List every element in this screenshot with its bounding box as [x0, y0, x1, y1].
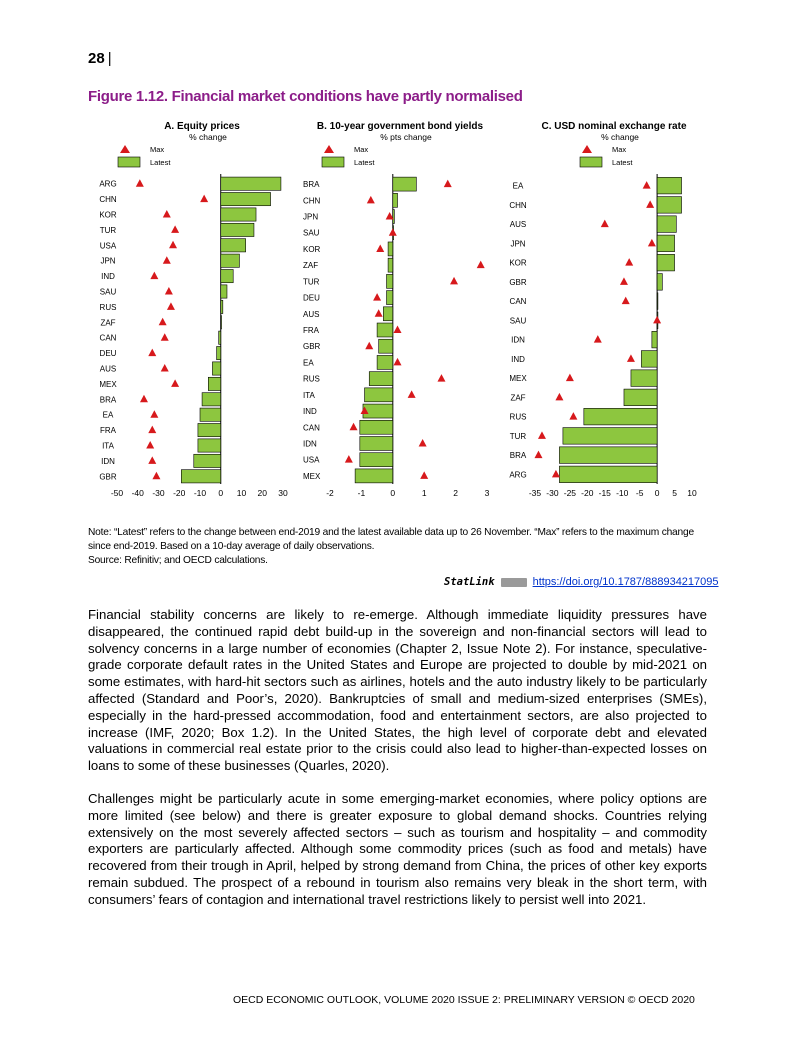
- chart-a-category-label: AUS: [99, 364, 117, 374]
- chart-a-category-label: MEX: [99, 379, 117, 389]
- chart-a-category-label: TUR: [99, 225, 117, 235]
- chart-a-tick-label: 10: [236, 488, 247, 498]
- chart-b-marker-max: [420, 471, 428, 479]
- chart-a-marker-max: [140, 395, 148, 403]
- chart-a-bar-latest: [194, 454, 221, 467]
- chart-c-category-label: ARG: [509, 470, 527, 480]
- statlink-url[interactable]: https://doi.org/10.1787/888934217095: [532, 576, 719, 588]
- chart-c-marker-max: [620, 277, 628, 285]
- chart-a-tick-label: 30: [278, 488, 288, 498]
- page-number-value: 28: [88, 50, 105, 67]
- chart-c-marker-max: [643, 181, 651, 189]
- chart-a-category-label: CHN: [99, 195, 117, 205]
- chart-a-tick-label: -20: [173, 488, 186, 498]
- chart-a-marker-max: [161, 333, 169, 341]
- chart-a-bar-latest: [198, 423, 221, 436]
- chart-b-tick-label: 0: [390, 488, 396, 498]
- chart-b-marker-max: [376, 244, 384, 252]
- chart-a-category-label: KOR: [99, 210, 117, 220]
- chart-a-tick-label: -40: [131, 488, 144, 498]
- chart-b-legend-latest-label: Latest: [354, 158, 375, 167]
- chart-a-bar-latest: [221, 239, 246, 252]
- chart-a-bar-latest: [219, 331, 221, 344]
- chart-a-marker-max: [148, 349, 156, 357]
- chart-c-marker-max: [594, 335, 602, 343]
- chart-c-tick-label: 5: [672, 488, 677, 498]
- chart-a-legend-max-marker: [120, 145, 130, 153]
- chart-c-bar-latest: [559, 447, 657, 464]
- chart-a-bar-latest: [221, 285, 227, 298]
- page-number-separator: |: [107, 50, 112, 67]
- chart-a-title: A. Equity prices: [164, 121, 240, 132]
- chart-b-marker-max: [477, 261, 485, 269]
- chart-c-bar-latest: [657, 216, 676, 233]
- chart-c-marker-max: [552, 470, 560, 478]
- chart-c-bar-latest: [652, 331, 657, 348]
- chart-b-category-label: CHN: [303, 196, 321, 206]
- chart-b-marker-max: [365, 342, 373, 350]
- chart-b-legend-max-marker: [324, 145, 334, 153]
- chart-a-marker-max: [152, 472, 160, 480]
- chart-a-legend-latest-label: Latest: [150, 158, 171, 167]
- chart-a-bar-latest: [217, 346, 221, 359]
- chart-a-legend-latest-swatch: [118, 157, 140, 167]
- chart-a-marker-max: [167, 302, 175, 310]
- figure-title: Figure 1.12. Financial market conditions have partly normalised: [88, 88, 523, 105]
- chart-a-marker-max: [150, 272, 158, 280]
- chart-b-bar-latest: [363, 404, 393, 418]
- chart-a-tick-label: -10: [193, 488, 207, 498]
- chart-c-bar-latest: [631, 370, 657, 387]
- body-paragraph-2: Challenges might be particularly acute in some emerging-market economies, where policy options are more limited (see below) and there is greater exposure to global demand shocks. Countries relying extensively on the most severely affected sectors – such as tourism and hospitality – and commodity exporters are particularly affected. Although some commodity prices (such as food and metals) have recovered from their trough in April, helped by strong demand from China, the prices of other key exports remain subdued. The prospect of a rebound in tourism also remains very bleak in the short term, with consumers’ fears of contagion and international travel restrictions likely to persist well into 2021.: [88, 791, 707, 907]
- chart-b-bar-latest: [369, 372, 393, 386]
- chart-c-marker-max: [648, 239, 656, 247]
- chart-a-category-label: IDN: [101, 456, 115, 466]
- chart-a-bar-latest: [221, 300, 223, 313]
- chart-c-legend-max-label: Max: [612, 145, 627, 154]
- chart-c-marker-max: [646, 200, 654, 208]
- chart-c-category-label: KOR: [509, 258, 527, 268]
- chart-a-category-label: JPN: [100, 256, 116, 266]
- chart-b-bar-latest: [388, 242, 393, 256]
- chart-b-category-label: MEX: [303, 471, 321, 481]
- chart-b-category-label: KOR: [303, 244, 321, 254]
- chart-c-tick-label: 0: [654, 488, 660, 498]
- chart-b-marker-max: [350, 423, 358, 431]
- chart-b-marker-max: [375, 309, 383, 317]
- chart-a-category-label: RUS: [99, 302, 117, 312]
- chart-a-marker-max: [171, 379, 179, 387]
- chart-b-bar-latest: [355, 469, 393, 483]
- chart-a-tick-label: 20: [257, 488, 267, 498]
- chart-c-category-label: CAN: [509, 297, 527, 307]
- chart-c-marker-max: [538, 431, 546, 439]
- chart-c-category-label: CHN: [509, 200, 527, 210]
- chart-b-bar-latest: [393, 193, 398, 207]
- chart-a-category-label: ARG: [99, 179, 117, 189]
- chart-a-bar-latest: [181, 470, 220, 483]
- chart-a-legend-max-label: Max: [150, 145, 165, 154]
- chart-b-bar-latest: [393, 210, 395, 224]
- chart-c-tick-label: -20: [581, 488, 594, 498]
- chart-b-tick-label: 1: [421, 488, 427, 498]
- chart-a-bar-latest: [208, 377, 220, 390]
- chart-a-bar-latest: [221, 208, 256, 221]
- chart-b-legend-latest-swatch: [322, 157, 344, 167]
- chart-b-bar-latest: [383, 307, 392, 321]
- statlink-label: StatLink: [444, 576, 495, 588]
- chart-a-category-label: DEU: [99, 349, 117, 359]
- chart-b-marker-max: [437, 374, 445, 382]
- chart-a-marker-max: [148, 426, 156, 434]
- figure-source: Source: Refinitiv; and OECD calculations.: [88, 555, 268, 566]
- chart-b-bar-latest: [365, 388, 393, 402]
- chart-b-category-label: RUS: [303, 374, 320, 384]
- statlink: [444, 576, 719, 588]
- chart-b-category-label: ITA: [303, 390, 315, 400]
- chart-b-bar-latest: [379, 339, 393, 353]
- chart-c-category-label: JPN: [510, 239, 526, 249]
- chart-b-category-label: BRA: [303, 180, 320, 190]
- chart-c-category-label: AUS: [509, 220, 527, 230]
- chart-a-bar-latest: [212, 362, 220, 375]
- chart-a-bar-latest: [221, 316, 222, 329]
- chart-c-marker-max: [653, 316, 661, 324]
- chart-a-marker-max: [161, 364, 169, 372]
- chart-c-category-label: BRA: [509, 451, 527, 461]
- chart-a-category-label: EA: [102, 410, 114, 420]
- chart-b-bar-latest: [393, 177, 417, 191]
- chart-a-category-label: IND: [101, 272, 115, 282]
- chart-c-marker-max: [566, 374, 574, 382]
- chart-b-bar-latest: [360, 437, 393, 451]
- chart-a-marker-max: [159, 318, 167, 326]
- chart-a-category-label: BRA: [99, 395, 117, 405]
- chart-c-category-label: IND: [511, 354, 525, 364]
- chart-c-marker-max: [569, 412, 577, 420]
- chart-c-bar-latest: [657, 177, 681, 194]
- chart-c-bar-latest: [657, 197, 681, 214]
- chart-c-subtitle: % change: [601, 132, 639, 142]
- chart-c-legend-latest-label: Latest: [612, 158, 633, 167]
- chart-a-tick-label: -50: [110, 488, 124, 498]
- chart-b-bar-latest: [387, 274, 393, 288]
- chart-c-bar-latest: [584, 408, 657, 425]
- chart-c-bar-latest: [641, 351, 657, 368]
- chart-c-tick-label: -15: [598, 488, 611, 498]
- chart-c-marker-max: [622, 297, 630, 305]
- chart-a-category-label: FRA: [100, 426, 116, 436]
- chart-c-tick-label: -25: [563, 488, 577, 498]
- chart-b-tick-label: -2: [326, 488, 334, 498]
- chart-c-marker-max: [534, 451, 542, 459]
- chart-b-category-label: IND: [303, 407, 317, 417]
- chart-a-category-label: ITA: [102, 441, 114, 451]
- chart-a-bar-latest: [200, 408, 221, 421]
- chart-b-bar-latest: [387, 291, 393, 305]
- chart-c-category-label: ZAF: [510, 393, 526, 403]
- chart-b-tick-label: 3: [484, 488, 490, 498]
- chart-a-category-label: SAU: [99, 287, 117, 297]
- chart-b-marker-max: [394, 326, 402, 334]
- chart-c-category-label: SAU: [509, 316, 527, 326]
- chart-b-marker-max: [419, 439, 427, 447]
- chart-c-tick-label: -5: [635, 488, 644, 498]
- chart-a-bar-latest: [198, 439, 221, 452]
- chart-b-category-label: IDN: [303, 439, 317, 449]
- figure-note: Note: “Latest” refers to the change between end-2019 and the latest available data up to 26 November. “Max” refers to the maximum change since end-2019. Based on a 10-day average of daily observations.: [88, 527, 694, 552]
- chart-a-marker-max: [146, 441, 154, 449]
- chart-c-tick-label: -10: [616, 488, 629, 498]
- chart-b-marker-max: [367, 196, 375, 204]
- chart-b-category-label: EA: [303, 358, 314, 368]
- chart-a-bar-latest: [221, 254, 240, 267]
- chart-c-category-label: MEX: [509, 374, 527, 384]
- chart-c-tick-label: -30: [546, 488, 559, 498]
- chart-c-bar-latest: [657, 274, 662, 291]
- chart-a-bar-latest: [221, 269, 233, 282]
- chart-b-category-label: USA: [303, 455, 320, 465]
- chart-c-bar-latest: [559, 466, 657, 483]
- chart-b-tick-label: 2: [453, 488, 458, 498]
- chart-b-marker-max: [450, 277, 458, 285]
- chart-c-bar-latest: [657, 235, 674, 252]
- chart-b-category-label: CAN: [303, 423, 320, 433]
- chart-b-title: B. 10-year government bond yields: [316, 121, 484, 132]
- chart-c-category-label: EA: [512, 181, 524, 191]
- chart-b-bar-latest: [377, 355, 393, 369]
- chart-c-bar-latest: [657, 254, 674, 271]
- chart-c-category-label: RUS: [509, 412, 527, 422]
- statlink-logo-icon: [501, 578, 527, 587]
- chart-a-category-label: GBR: [99, 472, 117, 482]
- chart-a-bar-latest: [221, 192, 271, 205]
- chart-c-category-label: TUR: [509, 431, 527, 441]
- body-paragraph-1: Financial stability concerns are likely to re-emerge. Although immediate liquidity pressures have disappeared, the continued rapid debt build-up in the sovereign and non-financial sectors will lead to solvency concerns in a large number of economies (Chapter 2, Issue Note 2). For instance, speculative-grade corporate default rates in the United States and Europe are projected to double by mid-2021 on some estimates, with hard-hit sectors such as airlines, hotels and the auto industry likely to be particularly affected (Standard and Poor’s, 2020). Bankruptcies of small and medium-sized enterprises (SMEs), especially in the hard-pressed accommodation, food and entertainment sectors, are also projected to increase (IMF, 2020; Box 1.2). In the United States, the high level of corporate debt and elevated valuations in commercial real estate prior to the crisis could also lead to higher-than-expected losses on loans to some of these businesses (Quarles, 2020).: [88, 607, 707, 774]
- chart-c-tick-label: -35: [528, 488, 542, 498]
- chart-b-marker-max: [408, 390, 416, 398]
- chart-b-marker-max: [394, 358, 402, 366]
- chart-c-marker-max: [601, 220, 609, 228]
- chart-c-legend-latest-swatch: [580, 157, 602, 167]
- chart-c-marker-max: [625, 258, 633, 266]
- chart-c-tick-label: 10: [687, 488, 697, 498]
- chart-b-bar-latest: [377, 323, 393, 337]
- chart-b-bar-latest: [388, 258, 393, 272]
- chart-b-marker-max: [389, 228, 397, 236]
- chart-a-marker-max: [200, 195, 208, 203]
- chart-b-category-label: DEU: [303, 293, 320, 303]
- page-footer: OECD ECONOMIC OUTLOOK, VOLUME 2020 ISSUE 2: PRELIMINARY VERSION © OECD 2020: [233, 994, 695, 1006]
- chart-a-tick-label: 0: [218, 488, 224, 498]
- chart-a-bar-latest: [202, 393, 221, 406]
- chart-c-marker-max: [627, 354, 635, 362]
- chart-a-marker-max: [150, 410, 158, 418]
- chart-b-category-label: FRA: [303, 326, 319, 335]
- figure-charts: [0, 0, 793, 520]
- chart-a-marker-max: [136, 179, 144, 187]
- chart-b-category-label: GBR: [303, 342, 321, 352]
- chart-b-bar-latest: [360, 453, 393, 467]
- chart-c-marker-max: [555, 393, 563, 401]
- chart-c-category-label: GBR: [509, 277, 527, 287]
- chart-b-legend-max-label: Max: [354, 145, 369, 154]
- chart-a-bar-latest: [221, 223, 254, 236]
- chart-b-category-label: AUS: [303, 309, 320, 319]
- chart-c-category-label: IDN: [511, 335, 525, 345]
- chart-b-category-label: JPN: [303, 212, 319, 222]
- chart-b-marker-max: [444, 180, 452, 188]
- figure-notes: [88, 526, 708, 568]
- chart-a-marker-max: [148, 456, 156, 464]
- chart-a-marker-max: [163, 210, 171, 218]
- chart-b-marker-max: [345, 455, 353, 463]
- chart-c-title: C. USD nominal exchange rate: [541, 121, 687, 132]
- chart-a-bar-latest: [221, 177, 281, 190]
- chart-a-category-label: USA: [99, 241, 117, 251]
- chart-b-category-label: ZAF: [303, 261, 319, 271]
- chart-b-subtitle: % pts change: [380, 132, 432, 142]
- chart-b-marker-max: [373, 293, 381, 301]
- chart-b-category-label: SAU: [303, 228, 320, 238]
- chart-a-marker-max: [163, 256, 171, 264]
- chart-a-marker-max: [165, 287, 173, 295]
- chart-c-bar-latest: [563, 428, 657, 445]
- chart-a-category-label: ZAF: [100, 318, 116, 328]
- chart-a-category-label: CAN: [99, 333, 117, 343]
- chart-c-bar-latest: [657, 293, 658, 310]
- chart-a-subtitle: % change: [189, 132, 227, 142]
- chart-c-legend-max-marker: [582, 145, 592, 153]
- chart-b-category-label: TUR: [303, 277, 320, 287]
- chart-a-marker-max: [171, 225, 179, 233]
- chart-a-marker-max: [169, 241, 177, 249]
- chart-b-bar-latest: [360, 420, 393, 434]
- chart-a-tick-label: -30: [152, 488, 165, 498]
- chart-b-tick-label: -1: [357, 488, 366, 498]
- chart-c-bar-latest: [624, 389, 657, 406]
